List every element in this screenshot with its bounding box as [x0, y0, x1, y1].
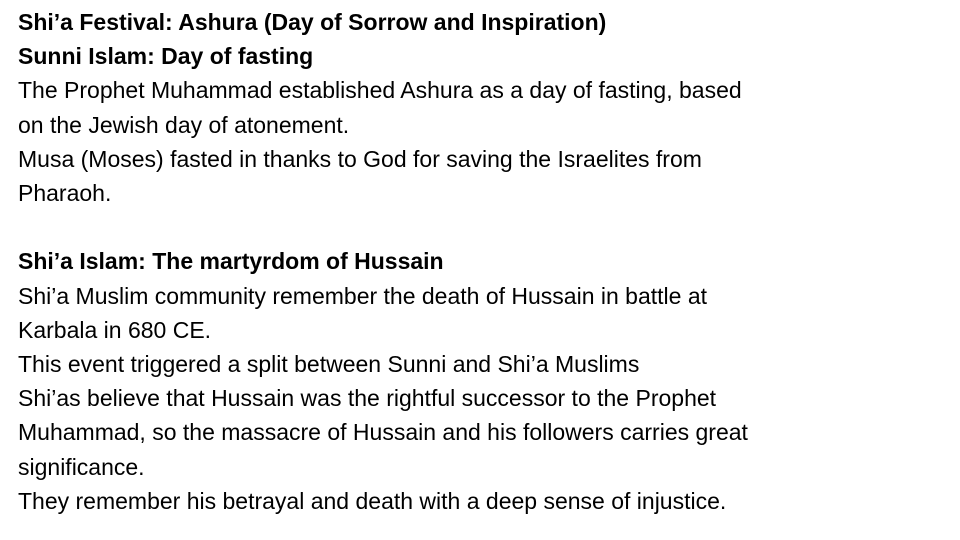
- sunni-text-line: on the Jewish day of atonement.: [18, 111, 350, 138]
- sunni-heading: Sunni Islam: Day of fasting: [18, 43, 314, 70]
- shia-text-line: Shi’as believe that Hussain was the rightful successor to the Prophet: [18, 385, 717, 412]
- shia-text-line: significance.: [18, 453, 145, 480]
- sunni-text-line: Pharaoh.: [18, 180, 112, 207]
- shia-text-line: Karbala in 680 CE.: [18, 316, 212, 343]
- shia-text-line: Shi’a Muslim community remember the death of Hussain in battle at: [18, 282, 708, 309]
- slide-text-body: [18, 5, 948, 518]
- paragraph-spacer: [18, 210, 948, 244]
- shia-heading: Shi’a Islam: The martyrdom of Hussain: [18, 248, 444, 275]
- shia-text-line: They remember his betrayal and death with a deep sense of injustice.: [18, 487, 727, 514]
- festival-heading: Shi’a Festival: Ashura (Day of Sorrow and Inspiration): [18, 9, 607, 35]
- shia-text-line: This event triggered a split between Sunni and Shi’a Muslims: [18, 351, 640, 378]
- sunni-text-line: Musa (Moses) fasted in thanks to God for saving the Israelites from: [18, 145, 702, 172]
- sunni-text-line: The Prophet Muhammad established Ashura as a day of fasting, based: [18, 77, 742, 104]
- shia-text-line: Muhammad, so the massacre of Hussain and his followers carries great: [18, 419, 748, 446]
